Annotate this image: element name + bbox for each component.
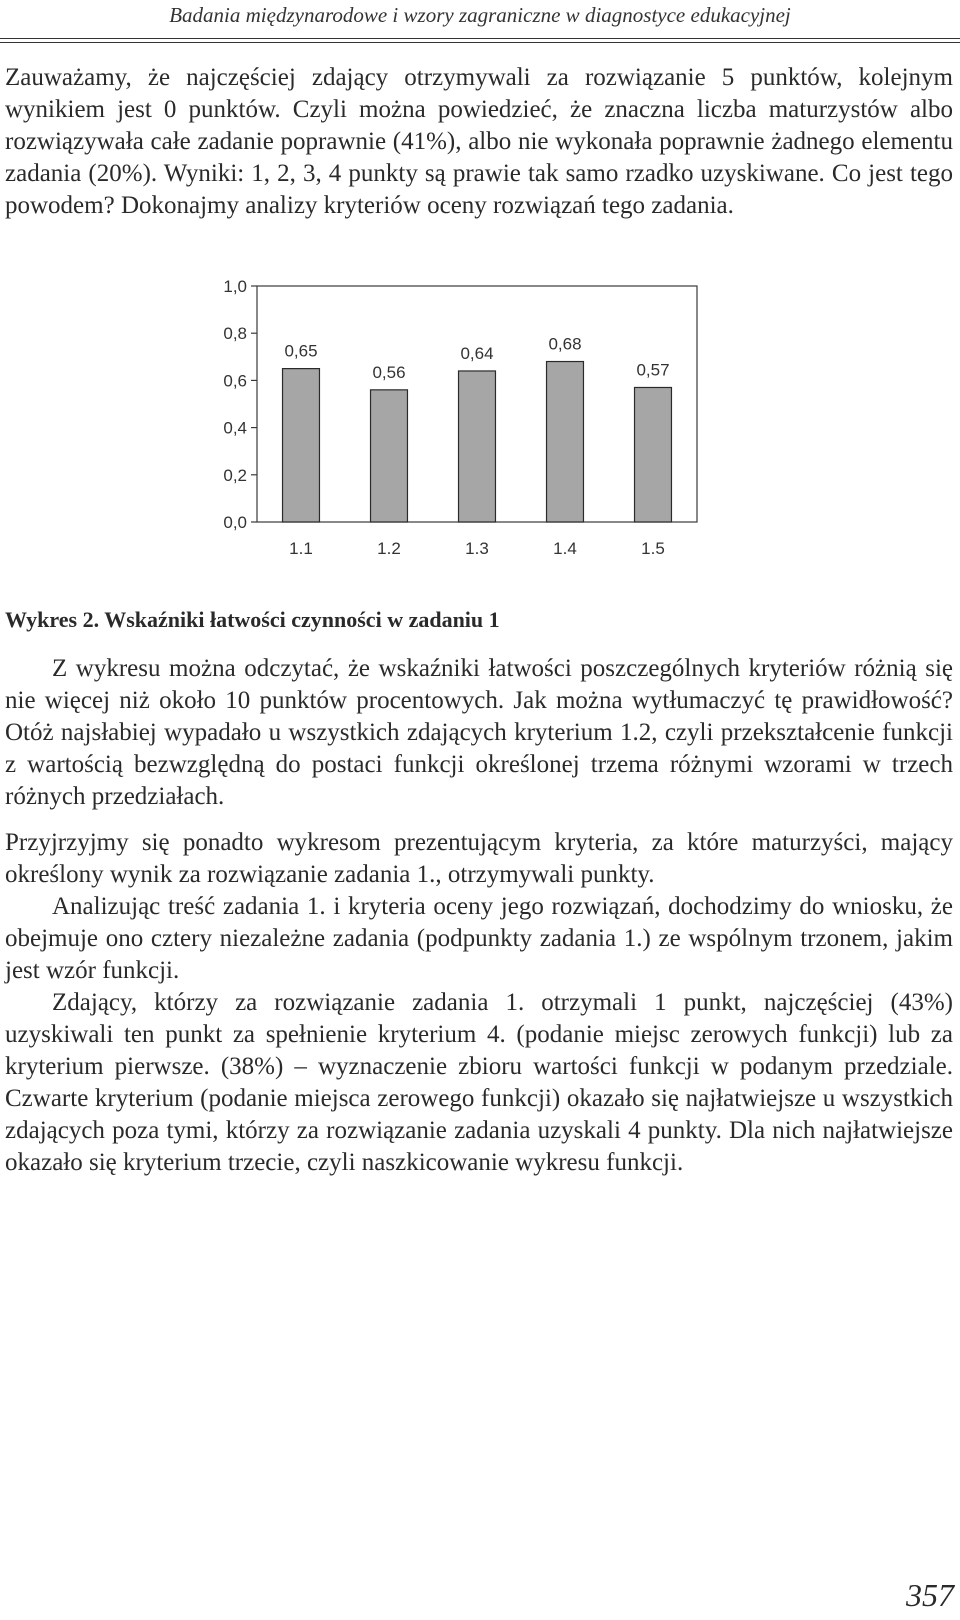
paragraph-intro: Zauważamy, że najczęściej zdający otrzymywali za rozwiązanie 5 punktów, kolejnym wynikiem jest 0 punktów. Czyli można powiedzieć, że znaczna liczba maturzystów albo rozwiązywała całe zadanie poprawnie (41%), albo nie wykonała poprawnie żadnego elementu zadania (20%). Wyniki: 1, 2, 3, 4 punkty są prawie tak samo rzadko uzyskiwane. Co jest tego powodem? Dokonajmy analizy kryteriów oceny rozwiązań tego zadania.: [5, 64, 953, 219]
bar-value-label: 0,64: [460, 343, 494, 363]
y-tick-label: 0,2: [223, 465, 247, 485]
header-rule-secondary: [0, 42, 960, 43]
x-tick-label: 1.5: [641, 539, 665, 558]
paragraph-one-point-results: Zdający, którzy za rozwiązanie zadania 1. otrzymali 1 punkt, najczęściej (43%) uzyskiwali ten punkt za spełnienie kryterium 4. (podanie miejsc zerowych funkcji) lub za kryterium pierwsze. (38%) – wyznaczenie zbioru wartości funkcji w podanym przedziale. Czwarte kryterium (podanie miejsca zerowego funkcji) okazało się najłatwiejsze u wszystkich zdających poza tymi, którzy za rozwiązanie zadania uzyskali 4 punkty. Dla nich najłatwiejsze okazało się kryterium trzecie, czyli naszkicowanie wykresu funkcji.: [5, 989, 953, 1176]
y-tick-label: 0,6: [223, 371, 247, 391]
bar-value-label: 0,68: [548, 334, 582, 354]
paragraph-charts-intro: Przyjrzyjmy się ponadto wykresom prezentującym kryteria, za które maturzyści, mający określony wynik za rozwiązanie zadania 1., otrzymywali punkty.: [5, 829, 953, 888]
running-header: Badania międzynarodowe i wzory zagraniczne w diagnostyce edukacyjnej: [169, 3, 791, 27]
x-tick-label: 1.2: [377, 539, 401, 558]
bar-value-label: 0,56: [372, 362, 406, 382]
y-tick-label: 0,0: [223, 513, 247, 532]
bar-chart: [205, 278, 705, 578]
x-tick-label: 1.4: [553, 539, 577, 558]
caption-label: Wykres 2.: [5, 607, 100, 632]
bar: [459, 371, 496, 522]
bar: [635, 387, 672, 522]
y-tick-label: 0,4: [223, 418, 247, 438]
page-number: 357: [906, 1577, 954, 1613]
x-tick-label: 1.1: [289, 539, 313, 558]
caption-text: Wskaźniki łatwości czynności w zadaniu 1: [99, 607, 500, 632]
x-tick-label: 1.3: [465, 539, 489, 558]
bar: [547, 362, 584, 522]
bars: [283, 335, 672, 522]
y-tick-label: 0,8: [223, 324, 247, 344]
bar-value-label: 0,57: [636, 360, 670, 380]
header-rule: [0, 38, 960, 39]
bar: [371, 390, 408, 522]
paragraph-task-analysis: Analizując treść zadania 1. i kryteria oceny jego rozwiązań, dochodzimy do wniosku, że obejmuje ono cztery niezależne zadania (podpunkty zadania 1.) ze wspólnym trzonem, jakim jest wzór funkcji.: [5, 893, 953, 984]
figure-caption: [5, 605, 500, 635]
paragraph-chart-analysis: Z wykresu można odczytać, że wskaźniki łatwości poszczególnych kryteriów różnią się nie więcej niż około 10 punktów procentowych. Jak można wytłumaczyć tę prawidłowość? Otóż najsłabiej wypadało u wszystkich zdających kryterium 1.2, czyli przekształcenie funkcji z wartością bezwzględną do postaci funkcji określonej trzema różnymi wzorami w trzech różnych przedziałach.: [5, 655, 953, 810]
y-tick-label: 1,0: [223, 278, 247, 296]
x-axis: [289, 539, 665, 558]
bar-value-label: 0,65: [284, 341, 318, 361]
bar: [283, 369, 320, 522]
